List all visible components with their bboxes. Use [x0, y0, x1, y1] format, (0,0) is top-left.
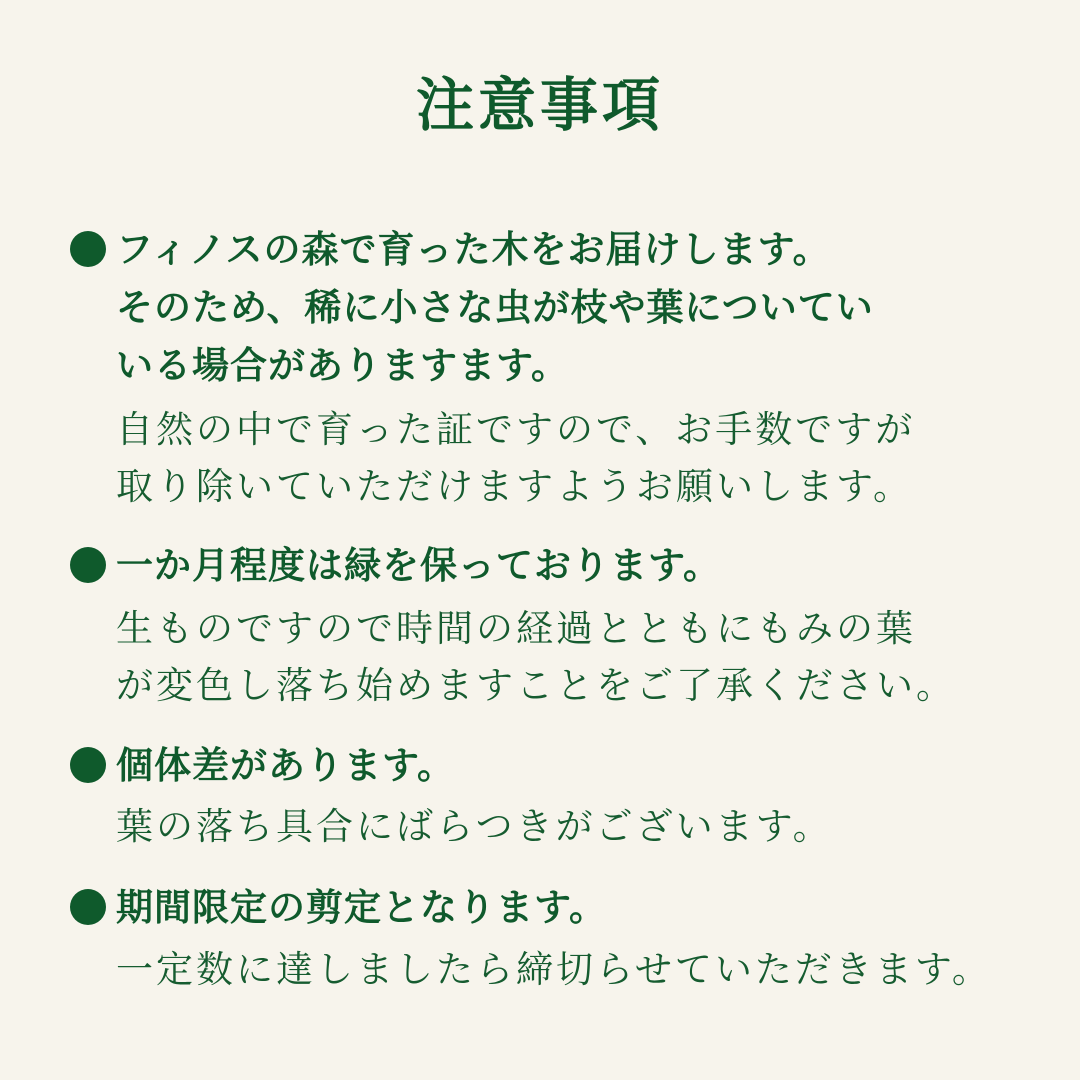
section-body: 一定数に達しましたら締切らせていただきます。	[116, 948, 992, 991]
section-body: 葉の落ち具合にばらつきがございます。	[116, 805, 833, 848]
section-heading: 一か月程度は緑を保っております。	[116, 543, 722, 587]
section-heading: 期間限定の剪定となります。	[116, 885, 608, 929]
bullet-icon	[70, 547, 106, 583]
section-body: 取り除いていただけますようお願いします。	[116, 465, 914, 508]
section-heading: 個体差があります。	[116, 743, 456, 787]
section-heading: フィノスの森で育った木をお届けします。	[116, 227, 831, 271]
section-body: が変色し落ち始めますことをご了承ください。	[116, 664, 956, 707]
bullet-icon	[70, 889, 106, 925]
bullet-icon	[70, 231, 106, 267]
bullet-icon	[70, 747, 106, 783]
section-heading: そのため、稀に小さな虫が枝や葉についてい	[116, 285, 874, 329]
section-heading: いる場合がありますます。	[116, 343, 570, 387]
section-body: 自然の中で育った証ですので、お手数ですが	[116, 408, 916, 451]
section-body: 生ものですので時間の経過とともにもみの葉	[116, 607, 916, 650]
page-title: 注意事項	[415, 71, 664, 139]
